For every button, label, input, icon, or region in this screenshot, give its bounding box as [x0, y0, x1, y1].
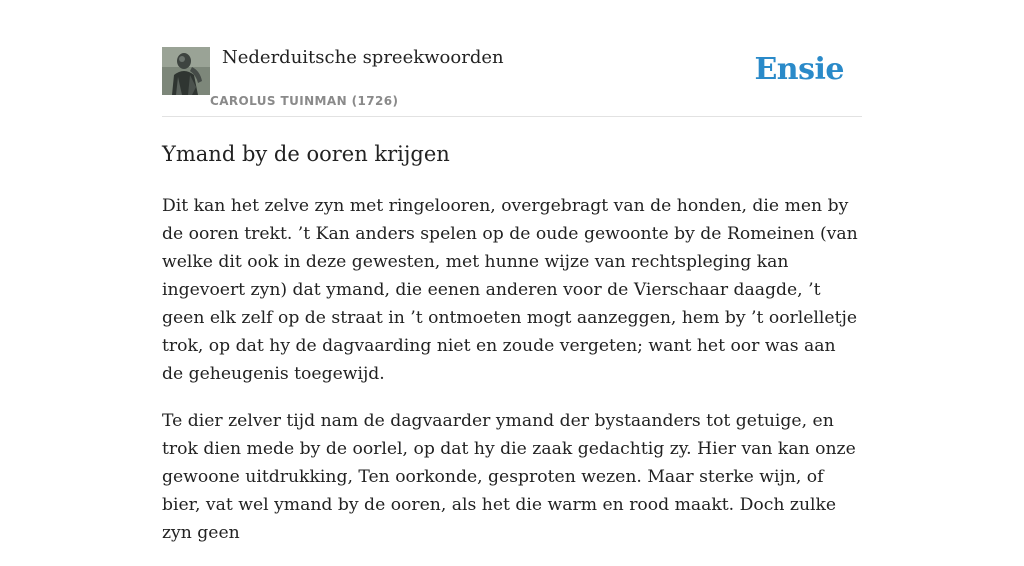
entry-title: Ymand by de ooren krijgen	[162, 142, 450, 166]
header	[162, 46, 862, 117]
author-avatar[interactable]	[162, 47, 210, 95]
article-paragraph: Dit kan het zelve zyn met ringelooren, overgebragt van de honden, die men by de ooren trekt. ’t Kan anders spelen op de oude gewoonte by de Romeinen (van welke dit ook in deze gewesten, met hunne wijze van rechtspleging kan ingevoert zyn) dat ymand, die eenen anderen voor de Vierschaar daagde, ’t geen elk zelf op de straat in ’t ontmoeten mogt aanzeggen, hem by ’t oorlelletje trok, op dat hy de dagvaarding niet en zoude vergeten; want het oor was aan de geheugenis toegewijd.	[162, 196, 858, 384]
collection-title[interactable]: Nederduitsche spreekwoorden	[222, 47, 504, 68]
article	[162, 138, 862, 566]
ensie-logo[interactable]: Ensie	[754, 52, 844, 87]
statue-portrait-icon	[162, 47, 210, 95]
article-paragraph: Te dier zelver tijd nam de dagvaarder ymand der bystaanders tot getuige, en trok dien mede by de oorlel, op dat hy die zaak gedachtig zy. Hier van kan onze gewoone uitdrukking, Ten oorkonde, gesproten wezen. Maar sterke wijn, of bier, vat wel ymand by de ooren, als het die warm en rood maakt. Doch zulke zyn geen	[162, 411, 856, 543]
author-name[interactable]: CAROLUS TUINMAN (1726)	[210, 94, 399, 108]
